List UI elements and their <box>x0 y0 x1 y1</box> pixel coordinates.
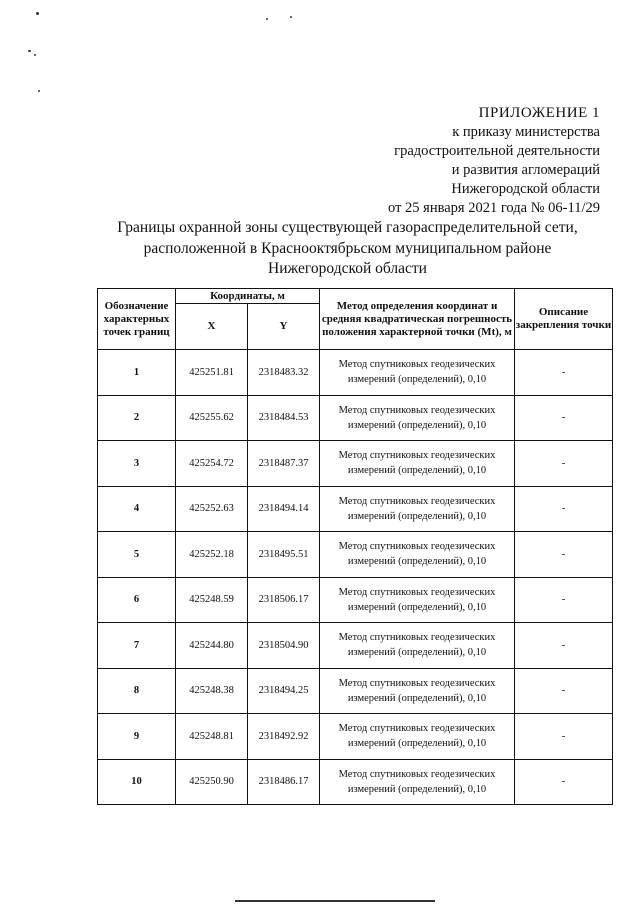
method-cell: Метод спутниковых геодезических измерений (определений), 0,10 <box>320 350 515 396</box>
footer-rule <box>235 900 435 902</box>
fixing-cell: - <box>515 441 613 487</box>
title-line: расположенной в Краснооктябрьском муниципальном районе <box>143 239 552 257</box>
x-coordinate-cell: 425248.81 <box>176 714 248 760</box>
y-coordinate-cell: 2318494.14 <box>248 486 320 532</box>
method-cell: Метод спутниковых геодезических измерений (определений), 0,10 <box>320 714 515 760</box>
fixing-cell: - <box>515 532 613 578</box>
table-row <box>98 395 613 441</box>
y-coordinate-cell: 2318487.37 <box>248 441 320 487</box>
scan-speck <box>290 16 292 18</box>
fixing-cell: - <box>515 668 613 714</box>
table-row <box>98 532 613 578</box>
point-id-cell: 7 <box>98 623 176 669</box>
fixing-cell: - <box>515 486 613 532</box>
x-coordinate-cell: 425251.81 <box>176 350 248 396</box>
appendix-line: градостроительной деятельности <box>394 143 600 159</box>
fixing-cell: - <box>515 714 613 760</box>
point-id-cell: 1 <box>98 350 176 396</box>
method-cell: Метод спутниковых геодезических измерений (определений), 0,10 <box>320 577 515 623</box>
fixing-cell: - <box>515 577 613 623</box>
table-row <box>98 668 613 714</box>
scan-speck <box>266 18 268 20</box>
y-coordinate-cell: 2318484.53 <box>248 395 320 441</box>
y-coordinate-cell: 2318494.25 <box>248 668 320 714</box>
x-coordinate-cell: 425255.62 <box>176 395 248 441</box>
header-point-id: Обозначение характерных точек границ <box>98 289 176 350</box>
x-coordinate-cell: 425252.18 <box>176 532 248 578</box>
x-coordinate-cell: 425248.38 <box>176 668 248 714</box>
x-coordinate-cell: 425254.72 <box>176 441 248 487</box>
appendix-line: от 25 января 2021 года № 06-11/29 <box>388 200 600 216</box>
table-row <box>98 577 613 623</box>
table-row <box>98 441 613 487</box>
y-coordinate-cell: 2318504.90 <box>248 623 320 669</box>
appendix-line: и развития агломераций <box>451 162 600 178</box>
table-row <box>98 714 613 760</box>
header-x: X <box>176 304 248 350</box>
scan-speck <box>34 54 36 56</box>
x-coordinate-cell: 425248.59 <box>176 577 248 623</box>
appendix-heading: ПРИЛОЖЕНИЕ 1 <box>478 105 600 121</box>
point-id-cell: 5 <box>98 532 176 578</box>
x-coordinate-cell: 425252.63 <box>176 486 248 532</box>
y-coordinate-cell: 2318492.92 <box>248 714 320 760</box>
header-fixing: Описание закрепления точки <box>515 289 613 350</box>
scan-speck <box>38 90 40 92</box>
table-row <box>98 623 613 669</box>
method-cell: Метод спутниковых геодезических измерений (определений), 0,10 <box>320 668 515 714</box>
table-row <box>98 350 613 396</box>
method-cell: Метод спутниковых геодезических измерений (определений), 0,10 <box>320 395 515 441</box>
document-title <box>60 218 635 280</box>
method-cell: Метод спутниковых геодезических измерений (определений), 0,10 <box>320 623 515 669</box>
scan-speck <box>36 12 39 15</box>
method-cell: Метод спутниковых геодезических измерений (определений), 0,10 <box>320 486 515 532</box>
title-line: Нижегородской области <box>268 260 427 277</box>
fixing-cell: - <box>515 759 613 805</box>
boundary-points-table <box>97 288 613 805</box>
header-coordinates: Координаты, м <box>176 289 320 304</box>
x-coordinate-cell: 425250.90 <box>176 759 248 805</box>
point-id-cell: 2 <box>98 395 176 441</box>
point-id-cell: 4 <box>98 486 176 532</box>
y-coordinate-cell: 2318506.17 <box>248 577 320 623</box>
appendix-line: Нижегородской области <box>451 181 600 197</box>
y-coordinate-cell: 2318495.51 <box>248 532 320 578</box>
point-id-cell: 6 <box>98 577 176 623</box>
header-y: Y <box>248 304 320 350</box>
point-id-cell: 10 <box>98 759 176 805</box>
point-id-cell: 3 <box>98 441 176 487</box>
point-id-cell: 8 <box>98 668 176 714</box>
title-line: Границы охранной зоны существующей газораспределительной сети, <box>117 219 578 236</box>
method-cell: Метод спутниковых геодезических измерений (определений), 0,10 <box>320 532 515 578</box>
method-cell: Метод спутниковых геодезических измерений (определений), 0,10 <box>320 759 515 805</box>
x-coordinate-cell: 425244.80 <box>176 623 248 669</box>
y-coordinate-cell: 2318486.17 <box>248 759 320 805</box>
header-method: Метод определения координат и средняя квадратическая погрешность положения характерной точки (Mt), м <box>320 289 515 350</box>
scan-speck <box>28 50 31 52</box>
table-row <box>98 486 613 532</box>
table-body <box>98 350 613 805</box>
fixing-cell: - <box>515 395 613 441</box>
fixing-cell: - <box>515 350 613 396</box>
method-cell: Метод спутниковых геодезических измерений (определений), 0,10 <box>320 441 515 487</box>
fixing-cell: - <box>515 623 613 669</box>
table-row <box>98 759 613 805</box>
point-id-cell: 9 <box>98 714 176 760</box>
appendix-block <box>388 104 600 218</box>
y-coordinate-cell: 2318483.32 <box>248 350 320 396</box>
appendix-line: к приказу министерства <box>452 124 600 140</box>
